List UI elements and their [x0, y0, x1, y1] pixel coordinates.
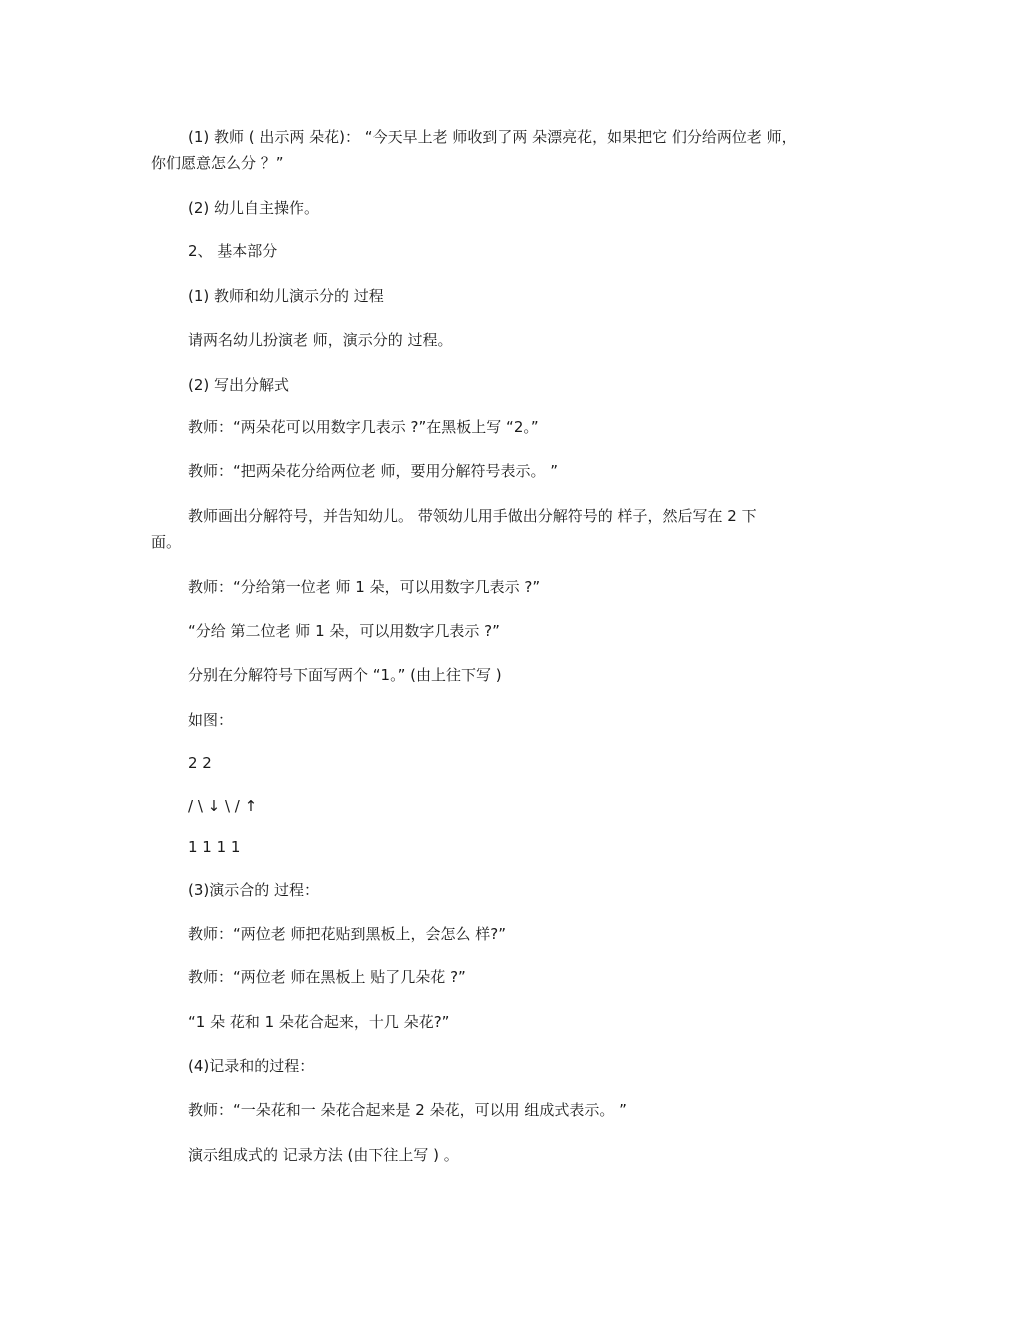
paragraph-teacher-stick: 教师：“两位老 师把花贴到黑板上，会怎么 样?”: [188, 925, 507, 943]
paragraph-intro-continued: 你们愿意怎么分 ？”: [151, 154, 284, 172]
paragraph-teacher-count: 教师：“两位老 师在黑板上 贴了几朵花 ?”: [188, 968, 466, 986]
diagram-row-top: 2 2: [188, 754, 212, 772]
paragraph-role-play: 请两名幼儿扮演老 师，演示分的 过程。: [188, 331, 453, 349]
diagram-row-symbols: / \ ↓ \ / ↑: [188, 797, 258, 815]
paragraph-draw-symbol: 教师画出分解符号，并告知幼儿。 带领幼儿用手做出分解符号的 样子，然后写在 2 下: [188, 507, 757, 525]
paragraph-self-operation: (2) 幼儿自主操作。: [188, 199, 320, 217]
paragraph-second-teacher: “分给 第二位老 师 1 朵，可以用数字几表示 ?”: [188, 622, 500, 640]
paragraph-write-decomposition: (2) 写出分解式: [188, 376, 290, 394]
paragraph-write-ones: 分别在分解符号下面写两个 “1。” (由上往下写 ): [188, 666, 502, 684]
paragraph-draw-symbol-continued: 面。: [151, 533, 182, 551]
section-heading-basic: 2、 基本部分: [188, 242, 278, 260]
paragraph-demo-combine: (3)演示合的 过程：: [188, 881, 320, 899]
paragraph-teacher-composition: 教师：“一朵花和一 朵花合起来是 2 朵花，可以用 组成式表示。 ”: [188, 1101, 627, 1119]
paragraph-demo-split: (1) 教师和幼儿演示分的 过程: [188, 287, 384, 305]
paragraph-as-shown: 如图：: [188, 711, 234, 729]
paragraph-teacher-question-number: 教师：“两朵花可以用数字几表示 ?”在黑板上写 “2。”: [188, 418, 539, 436]
paragraph-intro-teacher: (1) 教师 ( 出示两 朵花)： “今天早上老 师收到了两 朵漂亮花，如果把它 们分给两位老 师，: [188, 128, 797, 146]
paragraph-record-sum: (4)记录和的过程：: [188, 1057, 315, 1075]
paragraph-first-teacher: 教师：“分给第一位老 师 1 朵，可以用数字几表示 ?”: [188, 578, 541, 596]
paragraph-demo-record-method: 演示组成式的 记录方法 (由下往上写 ) 。: [188, 1146, 459, 1164]
diagram-row-bottom: 1 1 1 1: [188, 838, 241, 856]
paragraph-combine-flowers: “1 朵 花和 1 朵花合起来，十几 朵花?”: [188, 1013, 450, 1031]
paragraph-teacher-symbol: 教师：“把两朵花分给两位老 师，要用分解符号表示。 ”: [188, 462, 559, 480]
